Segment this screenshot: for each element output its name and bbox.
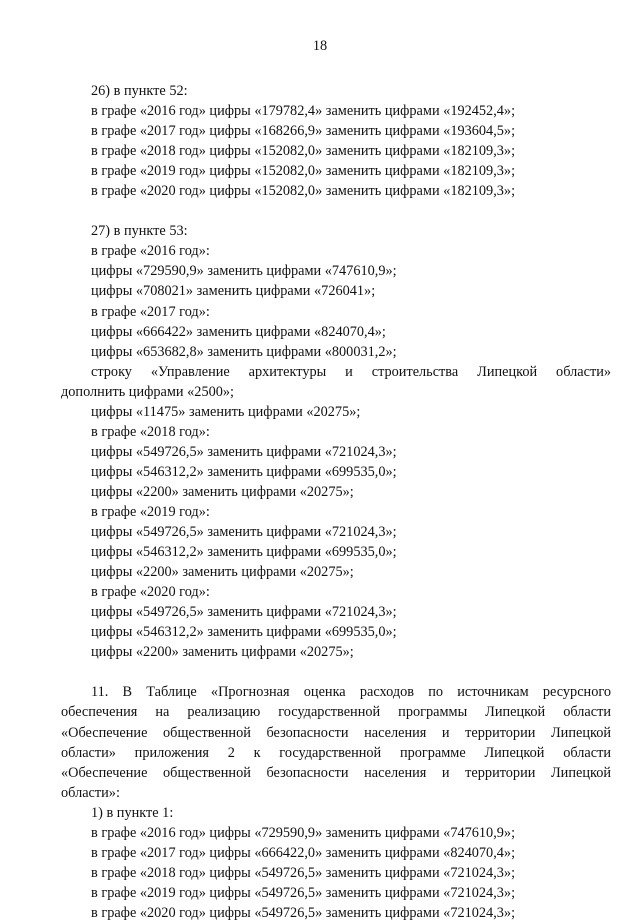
section-11-paragraph-line: «Обеспечение общественной безопасности населения и территории Липецкой — [61, 764, 611, 781]
amendment-line: в графе «2017 год» цифры «666422,0» заменить цифрами «824070,4»; — [91, 844, 516, 861]
amendment-line: цифры «549726,5» заменить цифрами «721024,3»; — [91, 604, 397, 621]
amendment-line: цифры «546312,2» заменить цифрами «699535,0»; — [91, 544, 397, 561]
year-2020-label: в графе «2020 год»: — [91, 584, 210, 601]
amendment-line: в графе «2019 год» цифры «549726,5» заменить цифрами «721024,3»; — [91, 884, 516, 901]
amendment-line: цифры «546312,2» заменить цифрами «699535,0»; — [91, 463, 397, 480]
amendment-line: цифры «2200» заменить цифрами «20275»; — [91, 644, 354, 661]
amendment-line: цифры «653682,8» заменить цифрами «800031,2»; — [91, 343, 397, 360]
amendment-line: в графе «2016 год» цифры «729590,9» заменить цифрами «747610,9»; — [91, 824, 516, 841]
amendment-line: цифры «546312,2» заменить цифрами «699535,0»; — [91, 624, 397, 641]
year-2018-label: в графе «2018 год»: — [91, 423, 210, 440]
amendment-line: цифры «666422» заменить цифрами «824070,4»; — [91, 323, 386, 340]
section-11-paragraph-line: обеспечения на реализацию государственной программы Липецкой области — [61, 704, 611, 721]
year-2019-label: в графе «2019 год»: — [91, 503, 210, 520]
section-26-heading: 26) в пункте 52: — [91, 83, 188, 99]
amendment-line: цифры «2200» заменить цифрами «20275»; — [91, 564, 354, 581]
amendment-line: в графе «2018 год» цифры «549726,5» заменить цифрами «721024,3»; — [91, 864, 516, 881]
amendment-line: в графе «2020 год» цифры «549726,5» заменить цифрами «721024,3»; — [91, 904, 516, 921]
section-11-sub-heading: 1) в пункте 1: — [91, 804, 174, 821]
amendment-line: в графе «2016 год» цифры «179782,4» заменить цифрами «192452,4»; — [91, 103, 516, 120]
amendment-line: цифры «11475» заменить цифрами «20275»; — [91, 403, 361, 420]
blank-line — [61, 201, 611, 221]
year-2017-label: в графе «2017 год»: — [91, 303, 210, 320]
section-11-paragraph-line: области»: — [61, 784, 120, 801]
amendment-line: цифры «708021» заменить цифрами «726041»; — [91, 283, 376, 300]
stroke-line-continuation: дополнить цифрами «2500»; — [61, 383, 235, 400]
amendment-line: цифры «2200» заменить цифрами «20275»; — [91, 483, 354, 500]
section-27-heading: 27) в пункте 53: — [91, 223, 188, 240]
section-11-paragraph-line: области» приложения 2 к государственной программе Липецкой области — [61, 744, 611, 761]
amendment-line: в графе «2019 год» цифры «152082,0» заменить цифрами «182109,3»; — [91, 163, 516, 180]
section-11-paragraph-line: «Обеспечение общественной безопасности населения и территории Липецкой — [61, 724, 611, 741]
amendment-line: в графе «2017 год» цифры «168266,9» заменить цифрами «193604,5»; — [91, 123, 516, 140]
page-number: 18 — [312, 38, 328, 54]
stroke-line: строку «Управление архитектуры и строительства Липецкой области» — [91, 363, 611, 380]
year-2016-label: в графе «2016 год»: — [91, 243, 210, 260]
amendment-line: в графе «2020 год» цифры «152082,0» заменить цифрами «182109,3»; — [91, 183, 516, 200]
page-body — [61, 81, 611, 923]
amendment-line: в графе «2018 год» цифры «152082,0» заменить цифрами «182109,3»; — [91, 143, 516, 160]
amendment-line: цифры «729590,9» заменить цифрами «747610,9»; — [91, 263, 397, 280]
blank-line — [61, 662, 611, 682]
amendment-line: цифры «549726,5» заменить цифрами «721024,3»; — [91, 443, 397, 460]
section-11-paragraph-line: 11. В Таблице «Прогнозная оценка расходов по источникам ресурсного — [91, 684, 611, 701]
amendment-line: цифры «549726,5» заменить цифрами «721024,3»; — [91, 524, 397, 541]
